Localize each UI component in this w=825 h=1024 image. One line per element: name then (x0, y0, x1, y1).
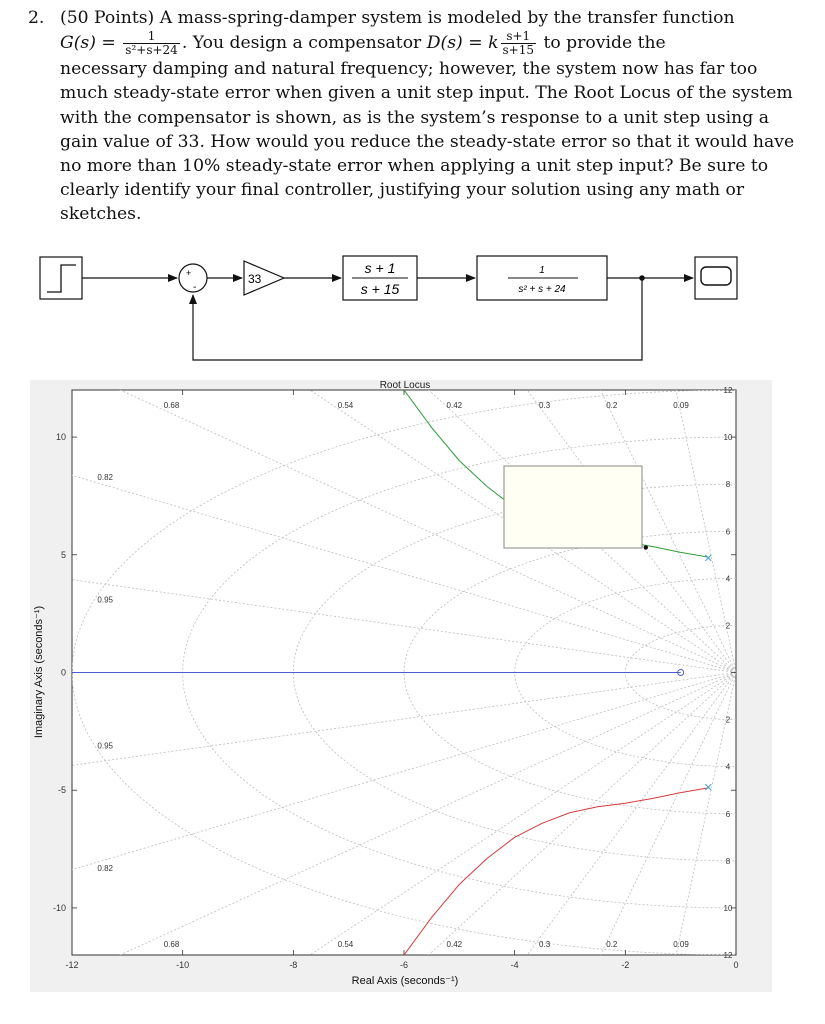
plant-numerator: 1 (539, 265, 545, 276)
g-lhs: G(s) = (60, 33, 122, 54)
wn-label: 8 (725, 856, 731, 866)
damping-label-top: 0.42 (446, 401, 463, 410)
wn-label: 8 (725, 480, 731, 490)
damping-label-bottom: 0.09 (673, 940, 689, 949)
wn-label: 12 (723, 386, 733, 395)
wn-label: 4 (725, 762, 731, 772)
damping-label-bottom: 0.42 (446, 940, 463, 949)
scope-icon (701, 267, 731, 285)
problem-line2-end: to provide the (537, 33, 666, 54)
compensator-numerator: s + 1 (364, 260, 396, 276)
wn-label: 10 (723, 433, 733, 443)
y-tick-label: -5 (57, 785, 66, 796)
damping-label-left: 0.82 (97, 473, 113, 483)
x-tick-label: 0 (733, 960, 739, 970)
chart-title: Root Locus (379, 380, 431, 391)
plant-block (477, 256, 607, 300)
d-numerator: s+1 (501, 30, 536, 44)
wn-label: 2 (725, 715, 731, 725)
sum-junction (179, 264, 207, 293)
wn-label: 2 (725, 621, 731, 631)
d-fraction (501, 30, 536, 57)
x-tick-label: -2 (621, 960, 630, 970)
damping-label-left: 0.82 (97, 863, 113, 873)
damping-label-bottom: 0.3 (539, 940, 551, 949)
problem-number: 2. (28, 8, 45, 28)
wn-label: 4 (725, 574, 731, 584)
scope-block (695, 257, 737, 299)
g-fraction (123, 30, 180, 57)
y-tick-label: 0 (60, 667, 66, 678)
problem-rest: necessary damping and natural frequency; however, the system now has far too much steady-state error when given a unit step input. The Root Locus of the system with the compensator is shown, as is the system’s response to a unit step using a gain value of 33. How would you reduce the steady-state error so that it would have no more than 10% steady-state error when applying a unit step input? Be sure to clearly identify your final controller, justifying your solution using any math or sketches. (60, 59, 795, 225)
root-locus-plot (30, 380, 772, 992)
d-lhs: D(s) = k (426, 33, 499, 54)
block-diagram (0, 248, 825, 368)
sum-plus-sign: + (186, 268, 192, 278)
x-tick-label: -12 (65, 960, 79, 970)
damping-label-left: 0.95 (97, 595, 113, 605)
wn-label: 6 (725, 809, 731, 819)
x-tick-label: -8 (289, 960, 298, 970)
compensator-denominator: s + 15 (360, 281, 400, 297)
x-axis-label: Real Axis (seconds⁻¹) (351, 975, 459, 987)
g-numerator: 1 (123, 30, 180, 44)
sum-minus-sign: - (193, 282, 197, 293)
x-tick-label: -10 (176, 960, 190, 970)
d-denominator: s+15 (502, 43, 534, 58)
gain-value: 33 (248, 272, 262, 286)
damping-label-bottom: 0.2 (606, 940, 618, 949)
plant-denominator: s² + s + 24 (518, 284, 566, 295)
problem-line1: (50 Points) A mass-spring-damper system is modeled by the transfer function (60, 8, 735, 28)
damping-label-top: 0.2 (606, 401, 618, 410)
damping-label-top: 0.68 (163, 401, 180, 410)
root-locus-figure (30, 380, 772, 992)
y-tick-label: 5 (60, 549, 66, 560)
x-tick-label: -6 (399, 960, 409, 970)
damping-label-top: 0.54 (337, 401, 354, 410)
g-denominator: s²+s+24 (125, 43, 178, 58)
problem-line2-mid: . You design a compensator (181, 33, 427, 54)
problem-body (60, 6, 798, 227)
y-tick-label: -10 (52, 902, 66, 913)
step-source-block (40, 257, 82, 299)
damping-label-bottom: 0.68 (163, 940, 180, 949)
x-tick-label: -4 (510, 960, 519, 970)
y-tick-label: 10 (55, 432, 66, 443)
wn-label: 6 (725, 527, 731, 537)
damping-label-left: 0.95 (97, 741, 113, 751)
wn-label: 10 (723, 903, 733, 913)
datatip[interactable] (504, 466, 642, 548)
damping-label-top: 0.3 (539, 401, 551, 410)
compensator-block (343, 256, 417, 300)
gain-block (244, 261, 284, 295)
problem-statement (28, 6, 798, 227)
datatip-point[interactable] (644, 545, 648, 549)
y-axis-label: Imaginary Axis (seconds⁻¹) (33, 605, 45, 739)
damping-label-bottom: 0.54 (337, 940, 354, 949)
wn-label: 12 (723, 951, 733, 960)
damping-label-top: 0.09 (673, 401, 689, 410)
